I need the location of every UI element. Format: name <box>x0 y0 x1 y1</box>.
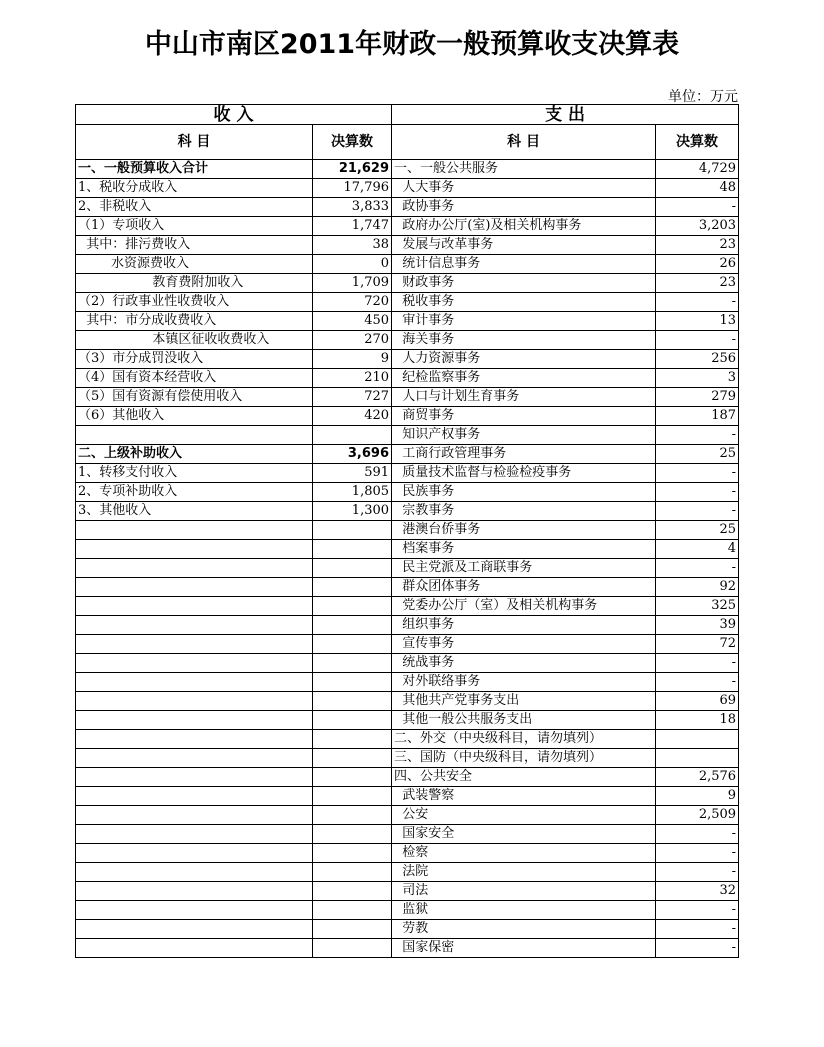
expense-amount-cell: - <box>656 502 739 521</box>
table-row <box>76 749 739 768</box>
income-amount-cell <box>313 426 392 445</box>
income-subject-cell: 2、专项补助收入 <box>76 483 313 502</box>
income-amount-cell <box>313 692 392 711</box>
expense-amount-cell: 69 <box>656 692 739 711</box>
table-row <box>76 236 739 255</box>
expense-amount-cell: - <box>656 331 739 350</box>
table-row <box>76 863 739 882</box>
income-subject-cell: 本镇区征收收费收入 <box>76 331 313 350</box>
expense-subject-cell: 检察 <box>392 844 656 863</box>
expense-subject-header: 科 目 <box>392 125 656 160</box>
income-amount-cell <box>313 863 392 882</box>
expense-amount-cell: 2,509 <box>656 806 739 825</box>
income-amount-cell: 1,300 <box>313 502 392 521</box>
income-subject-cell: 3、其他收入 <box>76 502 313 521</box>
expense-amount-cell: 48 <box>656 179 739 198</box>
income-amount-cell <box>313 578 392 597</box>
income-subject-cell: 2、非税收入 <box>76 198 313 217</box>
income-amount-cell <box>313 787 392 806</box>
income-amount-cell <box>313 730 392 749</box>
income-amount-cell: 1,805 <box>313 483 392 502</box>
income-amount-cell: 3,833 <box>313 198 392 217</box>
income-subject-cell: 1、转移支付收入 <box>76 464 313 483</box>
table-row <box>76 369 739 388</box>
income-subject-cell <box>76 673 313 692</box>
table-row <box>76 179 739 198</box>
expense-subject-cell: 民族事务 <box>392 483 656 502</box>
income-subject-cell: 其中：排污费收入 <box>76 236 313 255</box>
expense-amount-cell: - <box>656 426 739 445</box>
expense-subject-cell: 档案事务 <box>392 540 656 559</box>
income-amount-cell <box>313 882 392 901</box>
table-row <box>76 654 739 673</box>
expense-amount-cell: - <box>656 844 739 863</box>
expense-subject-cell: 政协事务 <box>392 198 656 217</box>
expense-amount-cell: - <box>656 559 739 578</box>
income-subject-cell <box>76 597 313 616</box>
expense-subject-cell: 统战事务 <box>392 654 656 673</box>
expense-amount-cell: 4,729 <box>656 160 739 179</box>
table-row <box>76 673 739 692</box>
income-subject-cell <box>76 806 313 825</box>
expense-amount-cell <box>656 749 739 768</box>
income-amount-cell <box>313 749 392 768</box>
income-subject-cell: 教育费附加收入 <box>76 274 313 293</box>
table-row <box>76 559 739 578</box>
expense-subject-cell: 劳教 <box>392 920 656 939</box>
expense-amount-cell: 72 <box>656 635 739 654</box>
income-subject-cell <box>76 863 313 882</box>
table-row <box>76 597 739 616</box>
table-row <box>76 521 739 540</box>
income-amount-cell: 591 <box>313 464 392 483</box>
expense-amount-cell: - <box>656 654 739 673</box>
expense-subject-cell: 人力资源事务 <box>392 350 656 369</box>
income-subject-cell: 二、上级补助收入 <box>76 445 313 464</box>
expense-subject-cell: 其他共产党事务支出 <box>392 692 656 711</box>
table-row <box>76 198 739 217</box>
income-subject-cell <box>76 635 313 654</box>
expense-subject-cell: 审计事务 <box>392 312 656 331</box>
expense-subject-cell: 纪检监察事务 <box>392 369 656 388</box>
expense-subject-cell: 法院 <box>392 863 656 882</box>
expense-subject-cell: 知识产权事务 <box>392 426 656 445</box>
income-subject-cell <box>76 578 313 597</box>
income-amount-cell: 420 <box>313 407 392 426</box>
table-row <box>76 293 739 312</box>
income-amount-cell: 17,796 <box>313 179 392 198</box>
income-subject-cell: （2）行政事业性收费收入 <box>76 293 313 312</box>
column-header-row <box>76 125 739 160</box>
expense-amount-cell: - <box>656 198 739 217</box>
table-row <box>76 768 739 787</box>
income-subject-cell <box>76 901 313 920</box>
expense-subject-cell: 人口与计划生育事务 <box>392 388 656 407</box>
income-subject-cell <box>76 825 313 844</box>
expense-subject-cell: 其他一般公共服务支出 <box>392 711 656 730</box>
expense-amount-cell: 4 <box>656 540 739 559</box>
income-amount-cell: 0 <box>313 255 392 274</box>
income-subject-cell: 一、一般预算收入合计 <box>76 160 313 179</box>
expense-amount-cell: 279 <box>656 388 739 407</box>
expense-subject-cell: 监狱 <box>392 901 656 920</box>
income-amount-cell: 1,709 <box>313 274 392 293</box>
expense-subject-cell: 商贸事务 <box>392 407 656 426</box>
table-row <box>76 388 739 407</box>
income-amount-header: 决算数 <box>313 125 392 160</box>
table-row <box>76 692 739 711</box>
expense-amount-cell: 3,203 <box>656 217 739 236</box>
expense-subject-cell: 四、公共安全 <box>392 768 656 787</box>
expense-subject-cell: 公安 <box>392 806 656 825</box>
income-amount-cell <box>313 844 392 863</box>
expense-amount-cell: 18 <box>656 711 739 730</box>
income-amount-cell: 3,696 <box>313 445 392 464</box>
expense-subject-cell: 宣传事务 <box>392 635 656 654</box>
income-amount-cell <box>313 825 392 844</box>
income-amount-cell: 9 <box>313 350 392 369</box>
income-amount-cell: 38 <box>313 236 392 255</box>
income-amount-cell <box>313 521 392 540</box>
table-row <box>76 787 739 806</box>
table-row <box>76 616 739 635</box>
income-subject-cell: 水资源费收入 <box>76 255 313 274</box>
income-amount-cell <box>313 901 392 920</box>
income-subject-cell: （4）国有资本经营收入 <box>76 369 313 388</box>
income-subject-cell <box>76 692 313 711</box>
income-amount-cell <box>313 597 392 616</box>
income-amount-cell <box>313 559 392 578</box>
expense-subject-cell: 税收事务 <box>392 293 656 312</box>
table-row <box>76 160 739 179</box>
expense-amount-cell: - <box>656 920 739 939</box>
table-row <box>76 844 739 863</box>
table-row <box>76 711 739 730</box>
section-header-row <box>76 105 739 125</box>
table-row <box>76 635 739 654</box>
income-subject-cell: （1）专项收入 <box>76 217 313 236</box>
expense-amount-cell: 325 <box>656 597 739 616</box>
income-amount-cell: 450 <box>313 312 392 331</box>
expense-subject-cell: 一、一般公共服务 <box>392 160 656 179</box>
expense-subject-cell: 发展与改革事务 <box>392 236 656 255</box>
table-row <box>76 312 739 331</box>
income-subject-cell: （5）国有资源有偿使用收入 <box>76 388 313 407</box>
expense-subject-cell: 民主党派及工商联事务 <box>392 559 656 578</box>
table-row <box>76 882 739 901</box>
table-row <box>76 464 739 483</box>
expense-subject-cell: 工商行政管理事务 <box>392 445 656 464</box>
expense-subject-cell: 国家安全 <box>392 825 656 844</box>
expense-amount-cell: 187 <box>656 407 739 426</box>
expense-subject-cell: 组织事务 <box>392 616 656 635</box>
income-amount-cell: 727 <box>313 388 392 407</box>
expense-subject-cell: 统计信息事务 <box>392 255 656 274</box>
income-subject-cell <box>76 654 313 673</box>
income-header: 收 入 <box>76 105 392 125</box>
income-subject-header: 科 目 <box>76 125 313 160</box>
expense-amount-cell: - <box>656 464 739 483</box>
expense-amount-cell: 2,576 <box>656 768 739 787</box>
expense-amount-cell: 23 <box>656 236 739 255</box>
table-row <box>76 255 739 274</box>
income-amount-cell: 720 <box>313 293 392 312</box>
income-subject-cell <box>76 616 313 635</box>
expense-amount-cell: 25 <box>656 521 739 540</box>
income-subject-cell <box>76 787 313 806</box>
income-subject-cell <box>76 844 313 863</box>
expense-subject-cell: 武装警察 <box>392 787 656 806</box>
income-subject-cell <box>76 711 313 730</box>
table-row <box>76 445 739 464</box>
expense-amount-cell: - <box>656 825 739 844</box>
expense-amount-cell: 13 <box>656 312 739 331</box>
income-amount-cell <box>313 806 392 825</box>
income-subject-cell: （6）其他收入 <box>76 407 313 426</box>
table-body <box>76 160 739 958</box>
income-subject-cell <box>76 426 313 445</box>
income-amount-cell <box>313 939 392 958</box>
table-row <box>76 407 739 426</box>
income-amount-cell: 270 <box>313 331 392 350</box>
page-title: 中山市南区2011年财政一般预算收支决算表 <box>144 29 680 60</box>
expense-amount-cell: 9 <box>656 787 739 806</box>
table-row <box>76 502 739 521</box>
expense-amount-cell <box>656 730 739 749</box>
income-amount-cell <box>313 673 392 692</box>
income-subject-cell: 其中：市分成收费收入 <box>76 312 313 331</box>
expense-subject-cell: 质量技术监督与检验检疫事务 <box>392 464 656 483</box>
expense-amount-cell: 92 <box>656 578 739 597</box>
income-amount-cell <box>313 540 392 559</box>
expense-amount-cell: 23 <box>656 274 739 293</box>
expense-amount-cell: - <box>656 901 739 920</box>
income-subject-cell: （3）市分成罚没收入 <box>76 350 313 369</box>
expense-subject-cell: 人大事务 <box>392 179 656 198</box>
income-subject-cell <box>76 559 313 578</box>
expense-amount-cell: 3 <box>656 369 739 388</box>
expense-amount-cell: - <box>656 293 739 312</box>
expense-subject-cell: 三、国防（中央级科目，请勿填列） <box>392 749 656 768</box>
expense-amount-cell: 256 <box>656 350 739 369</box>
income-amount-cell <box>313 768 392 787</box>
income-subject-cell <box>76 920 313 939</box>
income-amount-cell: 21,629 <box>313 160 392 179</box>
expense-subject-cell: 海关事务 <box>392 331 656 350</box>
unit-label: 单位：万元 <box>668 89 738 105</box>
table-row <box>76 274 739 293</box>
expense-subject-cell: 党委办公厅（室）及相关机构事务 <box>392 597 656 616</box>
expense-subject-cell: 二、外交（中央级科目，请勿填列） <box>392 730 656 749</box>
expense-header: 支 出 <box>392 105 739 125</box>
table-row <box>76 578 739 597</box>
table-row <box>76 825 739 844</box>
expense-subject-cell: 对外联络事务 <box>392 673 656 692</box>
income-amount-cell: 210 <box>313 369 392 388</box>
expense-subject-cell: 宗教事务 <box>392 502 656 521</box>
income-amount-cell: 1,747 <box>313 217 392 236</box>
table-row <box>76 483 739 502</box>
expense-subject-cell: 财政事务 <box>392 274 656 293</box>
expense-amount-cell: 25 <box>656 445 739 464</box>
income-subject-cell <box>76 540 313 559</box>
table-row <box>76 939 739 958</box>
income-subject-cell: 1、税收分成收入 <box>76 179 313 198</box>
expense-amount-cell: 32 <box>656 882 739 901</box>
expense-subject-cell: 群众团体事务 <box>392 578 656 597</box>
income-amount-cell <box>313 654 392 673</box>
income-subject-cell <box>76 521 313 540</box>
income-subject-cell <box>76 882 313 901</box>
expense-amount-cell: - <box>656 673 739 692</box>
table-row <box>76 806 739 825</box>
expense-subject-cell: 政府办公厅(室)及相关机构事务 <box>392 217 656 236</box>
table-row <box>76 730 739 749</box>
table-row <box>76 331 739 350</box>
table-row <box>76 540 739 559</box>
income-amount-cell <box>313 711 392 730</box>
expense-amount-cell: - <box>656 483 739 502</box>
income-subject-cell <box>76 939 313 958</box>
income-subject-cell <box>76 730 313 749</box>
expense-subject-cell: 司法 <box>392 882 656 901</box>
expense-subject-cell: 国家保密 <box>392 939 656 958</box>
income-amount-cell <box>313 920 392 939</box>
expense-amount-cell: 39 <box>656 616 739 635</box>
table-row <box>76 350 739 369</box>
income-amount-cell <box>313 616 392 635</box>
income-subject-cell <box>76 768 313 787</box>
income-subject-cell <box>76 749 313 768</box>
table-row <box>76 426 739 445</box>
expense-amount-cell: 26 <box>656 255 739 274</box>
table-row <box>76 901 739 920</box>
expense-amount-cell: - <box>656 939 739 958</box>
expense-amount-cell: - <box>656 863 739 882</box>
expense-subject-cell: 港澳台侨事务 <box>392 521 656 540</box>
table-row <box>76 920 739 939</box>
budget-table <box>75 104 739 958</box>
expense-amount-header: 决算数 <box>656 125 739 160</box>
table-row <box>76 217 739 236</box>
income-amount-cell <box>313 635 392 654</box>
